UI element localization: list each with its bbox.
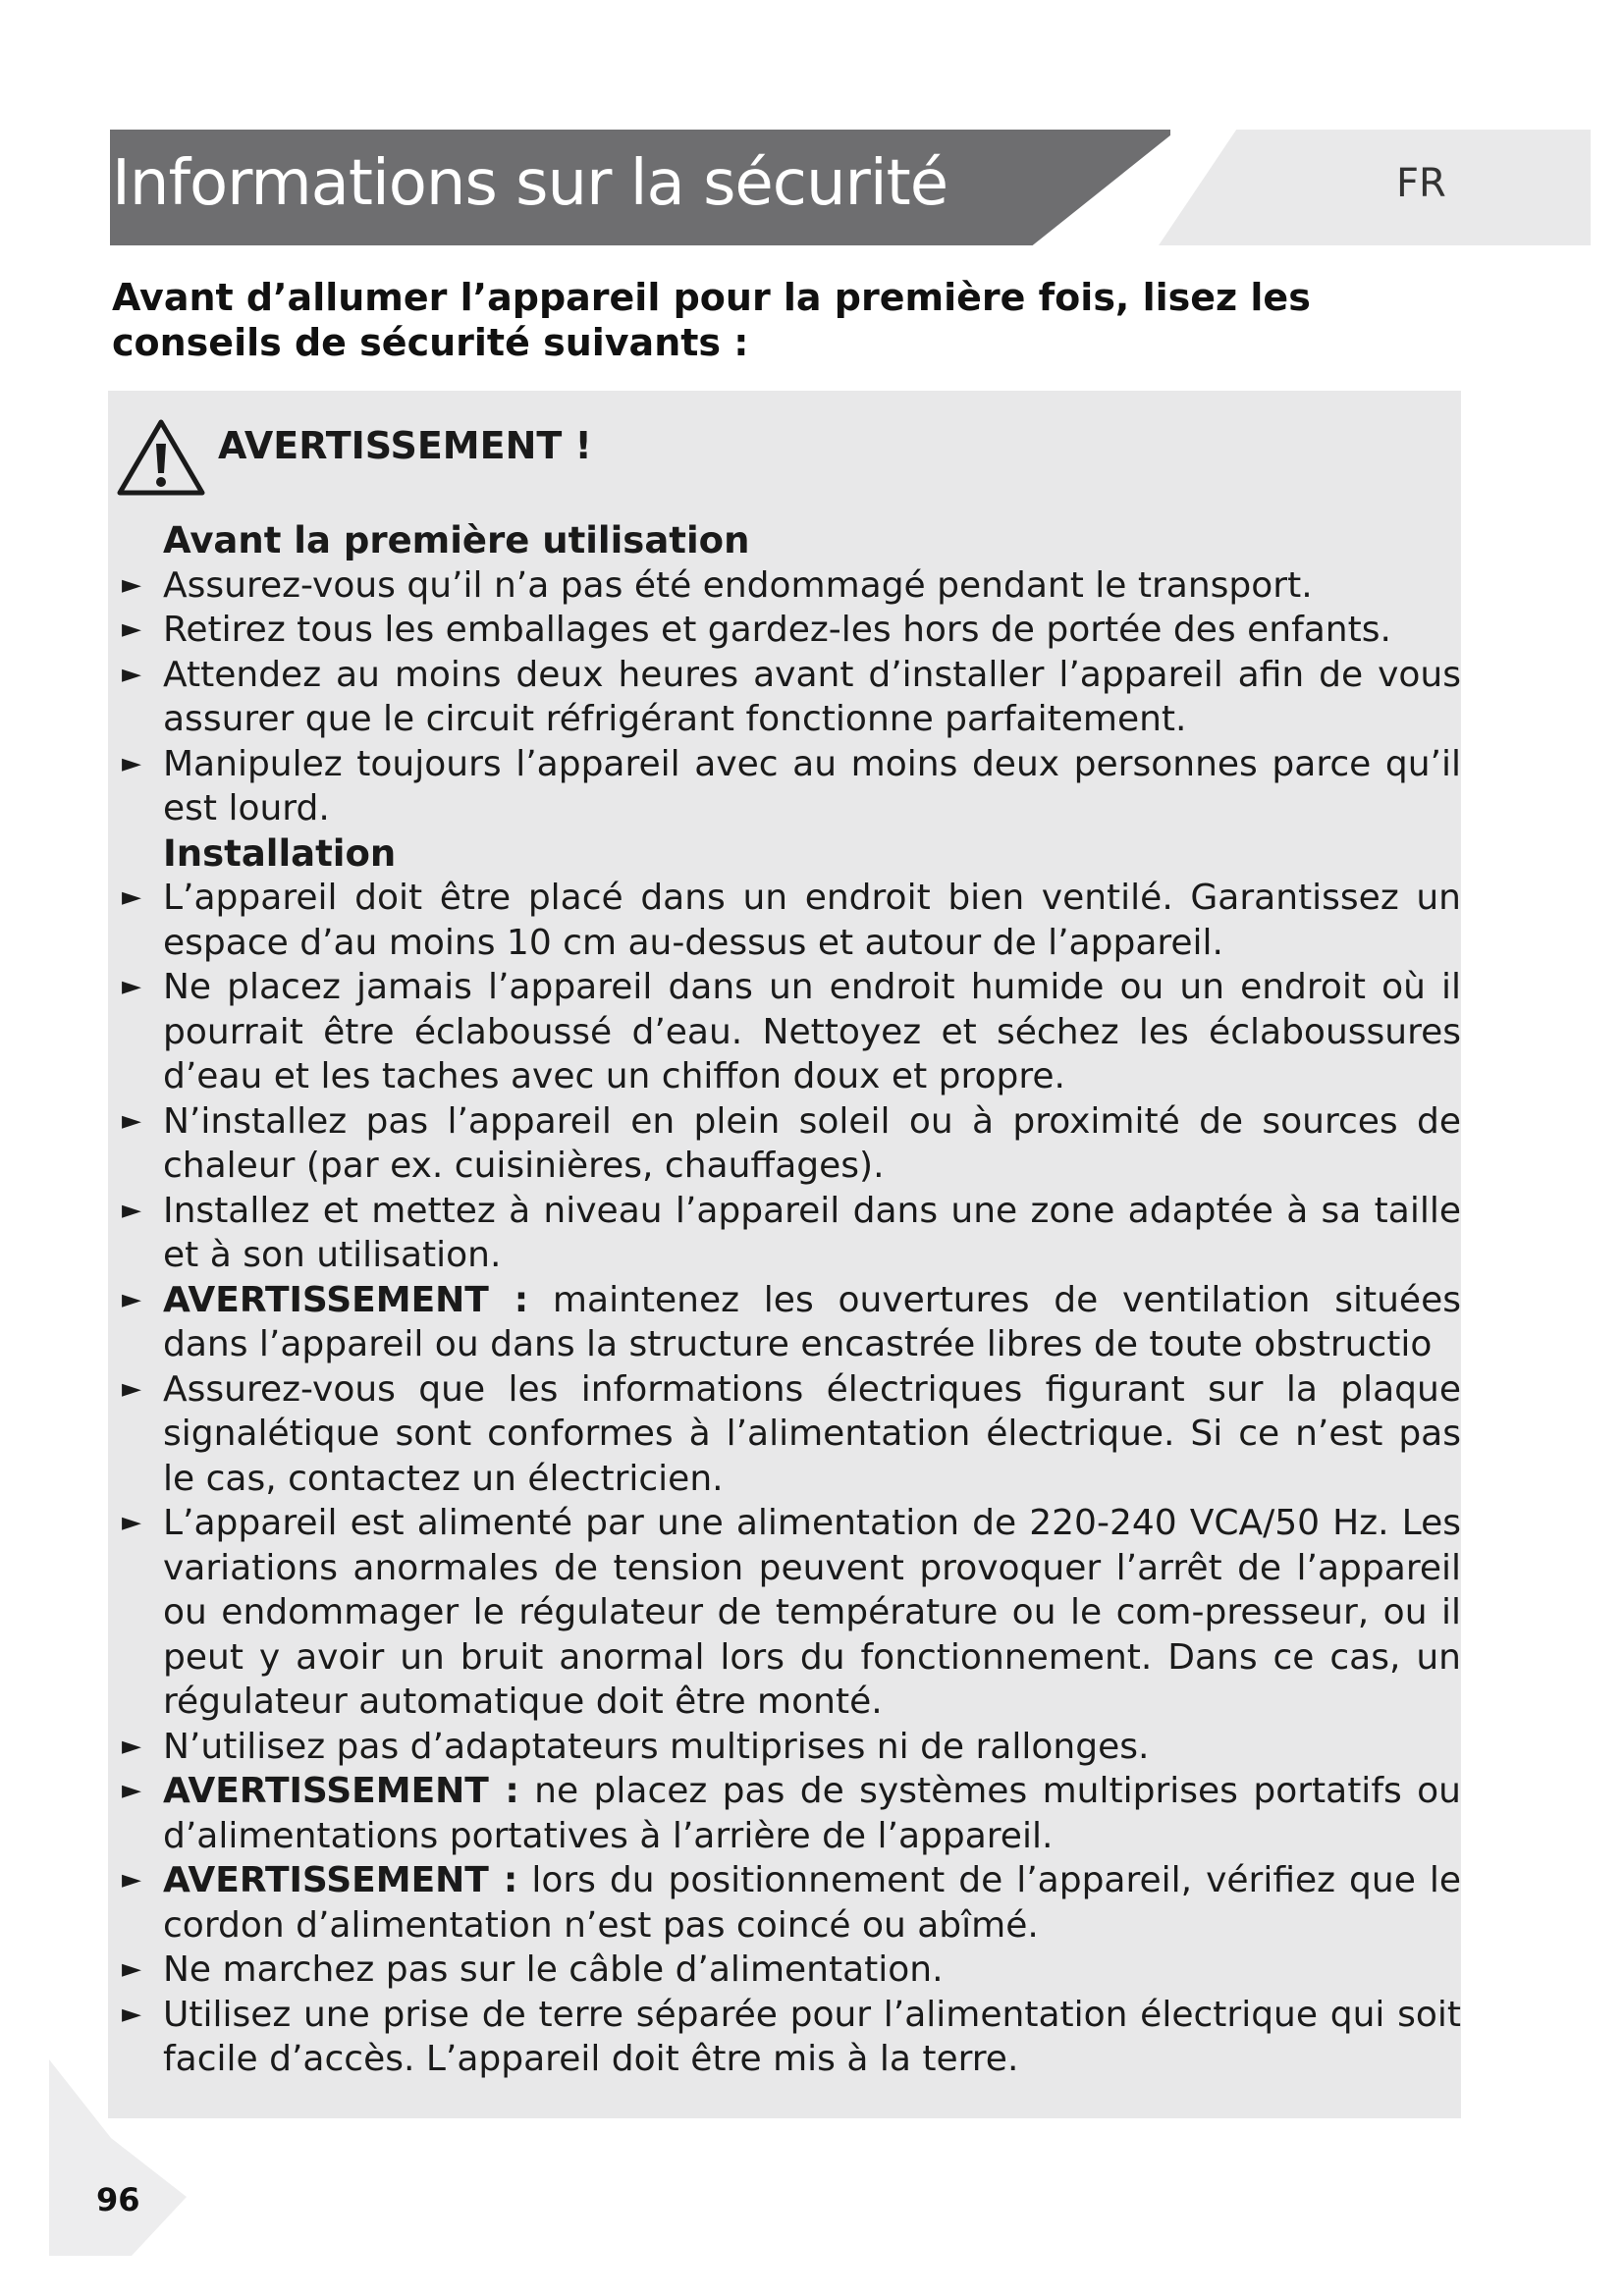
item-text: L’appareil est alimenté par une alimentation de 220-240 VCA/50 Hz. Les variations anormales de tension peuvent provoquer l’arrêt de l’appareil ou endommager le régulateur de température ou le com-presseur, ou il peut y avoir un bruit anormal lors du fonctionnement. Dans ce cas, un régulateur automatique doit être monté.	[163, 1503, 1461, 1722]
page-number: 96	[96, 2181, 140, 2218]
list-item	[116, 653, 1461, 742]
bullet-arrow-icon: ►	[122, 1776, 141, 1805]
bullet-arrow-icon: ►	[122, 1373, 141, 1404]
item-text: maintenez les ouvertures de ventilation situées dans l’appareil ou dans la structure encastrée libres de toute obstructio	[163, 1279, 1461, 1364]
list-item	[116, 563, 1461, 609]
warning-title: AVERTISSEMENT !	[218, 424, 592, 467]
bullet-arrow-icon: ►	[122, 972, 141, 1001]
list-item	[116, 1099, 1461, 1189]
warning-prefix: AVERTISSEMENT :	[163, 1860, 518, 1900]
list-item	[116, 608, 1461, 653]
list-item	[116, 1189, 1461, 1278]
header-bar-tab	[1159, 130, 1591, 245]
warning-prefix: AVERTISSEMENT :	[163, 1771, 519, 1811]
item-text: L’appareil doit être placé dans un endroit bien ventilé. Garantissez un espace d’au moins 10 cm au-dessus et autour de l’appareil.	[163, 878, 1461, 963]
item-text: Manipulez toujours l’appareil avec au moins deux personnes parce qu’il est lourd.	[163, 743, 1461, 828]
bullet-arrow-icon: ►	[122, 1195, 141, 1225]
item-text: N’installez pas l’appareil en plein soleil ou à proximité de sources de chaleur (par ex. cuisinières, chauffages).	[163, 1100, 1461, 1186]
language-label: FR	[1396, 161, 1446, 206]
item-text: N’utilisez pas d’adaptateurs multiprises ni de rallonges.	[163, 1726, 1150, 1767]
warning-content	[116, 518, 1461, 2082]
item-text: Ne marchez pas sur le câble d’alimentation.	[163, 1949, 944, 1990]
item-text: Assurez-vous qu’il n’a pas été endommagé pendant le transport.	[163, 564, 1313, 606]
section-heading: Avant la première utilisation	[163, 519, 750, 561]
page-title: Informations sur la sécurité	[112, 147, 948, 220]
bullet-arrow-icon: ►	[122, 614, 141, 644]
bullet-arrow-icon: ►	[122, 1999, 141, 2029]
bullet-arrow-icon: ►	[122, 1731, 141, 1761]
bullet-arrow-icon: ►	[122, 748, 141, 778]
item-text: ne placez pas de systèmes multiprises portatifs ou d’alimentations portatives à l’arrière de l’appareil.	[163, 1771, 1461, 1856]
item-text: Installez et mettez à niveau l’appareil dans une zone adaptée à sa taille et à son utilisation.	[163, 1190, 1461, 1275]
bullet-list	[116, 563, 1461, 831]
item-text: lors du positionnement de l’appareil, vérifiez que le cordon d’alimentation n’est pas coincé ou abîmé.	[163, 1860, 1462, 1946]
intro-text: Avant d’allumer l’appareil pour la première fois, lisez les conseils de sécurité suivants :	[112, 276, 1311, 364]
bullet-arrow-icon: ►	[122, 882, 141, 912]
list-item	[116, 1993, 1461, 2082]
bullet-arrow-icon: ►	[122, 1508, 141, 1537]
item-text: Assurez-vous que les informations électriques figurant sur la plaque signalétique sont conformes à l’alimentation électrique. Si ce n’est pas le cas, contactez un électricien.	[163, 1368, 1461, 1499]
bullet-arrow-icon: ►	[122, 1865, 141, 1895]
bullet-arrow-icon: ►	[122, 1105, 141, 1136]
list-item	[116, 1501, 1461, 1725]
list-item	[116, 1769, 1461, 1858]
warning-triangle-icon	[114, 416, 208, 499]
list-item	[116, 1725, 1461, 1770]
list-item	[116, 1367, 1461, 1502]
item-text: Attendez au moins deux heures avant d’installer l’appareil afin de vous assurer que le circuit réfrigérant fonctionne parfaitement.	[163, 654, 1461, 739]
list-item	[116, 1858, 1461, 1948]
bullet-arrow-icon: ►	[122, 569, 141, 600]
list-item	[116, 742, 1461, 831]
list-item	[116, 876, 1461, 965]
item-text: Retirez tous les emballages et gardez-les hors de portée des enfants.	[163, 610, 1391, 650]
bullet-list	[116, 876, 1461, 2082]
item-text: Utilisez une prise de terre séparée pour l’alimentation électrique qui soit facile d’accès. L’appareil doit être mis à la terre.	[163, 1994, 1461, 2079]
section-heading: Installation	[163, 831, 397, 875]
item-text: Ne placez jamais l’appareil dans un endroit humide ou un endroit où il pourrait être éclaboussé d’eau. Nettoyez et séchez les éclaboussures d’eau et les taches avec un chiffon doux et propre.	[163, 967, 1461, 1096]
bullet-arrow-icon: ►	[122, 1954, 141, 1984]
list-item	[116, 1948, 1461, 1993]
bullet-arrow-icon: ►	[122, 1284, 141, 1314]
bullet-arrow-icon: ►	[122, 659, 141, 689]
list-item	[116, 1278, 1461, 1367]
list-item	[116, 965, 1461, 1099]
warning-prefix: AVERTISSEMENT :	[163, 1279, 529, 1320]
